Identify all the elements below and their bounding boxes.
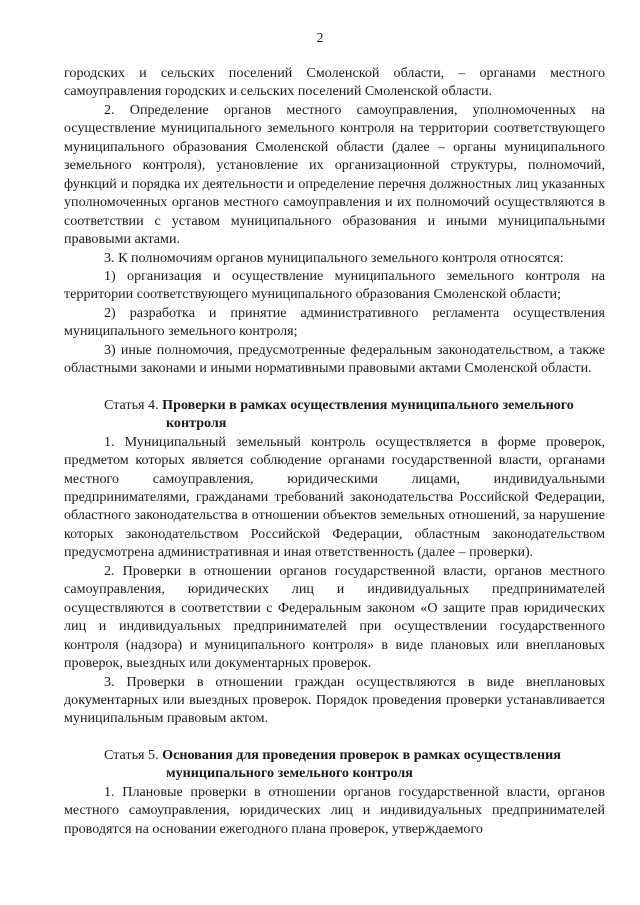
article-5-paragraph-1: 1. Плановые проверки в отношении органов государственной власти, органов местного самоуправления, юридических лиц и индивидуальных предпринимателей проводятся на основании ежегодного плана проверок, утверждаемого xyxy=(64,783,605,837)
page-number: 2 xyxy=(316,31,324,46)
subitem-1: 1) организация и осуществление муниципального земельного контроля на территории соответствующего муниципального образования Смоленской области; xyxy=(64,267,605,303)
document-body xyxy=(64,64,605,838)
article-4-title-continued: контроля xyxy=(166,415,227,432)
article-4-title: Проверки в рамках осуществления муниципального земельного xyxy=(162,396,574,413)
article-4-paragraph-3: 3. Проверки в отношении граждан осуществляются в виде внеплановых документарных или выездных проверок. Порядок проведения проверки устанавливается муниципальным правовым актом. xyxy=(64,673,605,727)
article-5-heading xyxy=(64,746,605,783)
article-5-title: Основания для проведения проверок в рамках осуществления xyxy=(162,746,561,763)
article-4-label: Статья 4. xyxy=(104,396,159,413)
subitem-2: 2) разработка и принятие административного регламента осуществления муниципального земельного контроля; xyxy=(64,304,605,340)
paragraph-continuation: городских и сельских поселений Смоленской области, – органами местного самоуправления городских и сельских поселений Смоленской области. xyxy=(64,65,605,100)
article-4-paragraph-1: 1. Муниципальный земельный контроль осуществляется в форме проверок, предметом которых является соблюдение органами государственной власти, органами местного самоуправления, юридическими лицами, индивидуальными предпринимателями, гражданами требований законодательства Российской Федерации, областного законодательства в отношении объектов земельных отношений, за нарушение которых законодательством Российской Федерации, областным законодательством предусмотрена административная и иная ответственность (далее – проверки). xyxy=(64,433,605,561)
article-4-heading xyxy=(64,396,605,433)
spacer xyxy=(64,378,605,396)
article-4-paragraph-2: 2. Проверки в отношении органов государственной власти, органов местного самоуправления, юридических лиц и индивидуальных предпринимателей осуществляются в соответствии с Федеральным законом «О защите прав юридических лиц и индивидуальных предпринимателей при осуществлении государственного контроля (надзора) и муниципального контроля» в виде плановых или внеплановых проверок, выездных или документарных проверок. xyxy=(64,562,605,672)
article-5-label: Статья 5. xyxy=(104,746,159,763)
paragraph-item-2: 2. Определение органов местного самоуправления, уполномоченных на осуществление муниципального земельного контроля на территории соответствующего муниципального образования Смоленской области (далее – органы муниципального земельного контроля), установление их организационной структуры, полномочий, функций и порядка их деятельности и определение перечня должностных лиц указанных уполномоченных органов местного самоуправления и их полномочий осуществляются в соответствии с уставом муниципального образования и иными муниципальными правовыми актами. xyxy=(64,101,605,248)
subitem-3: 3) иные полномочия, предусмотренные федеральным законодательством, а также областными законами и иными нормативными правовыми актами Смоленской области. xyxy=(64,341,605,377)
paragraph-item-3: 3. К полномочиям органов муниципального земельного контроля относятся: xyxy=(104,249,564,266)
spacer xyxy=(64,728,605,746)
article-5-title-continued: муниципального земельного контроля xyxy=(166,765,413,782)
